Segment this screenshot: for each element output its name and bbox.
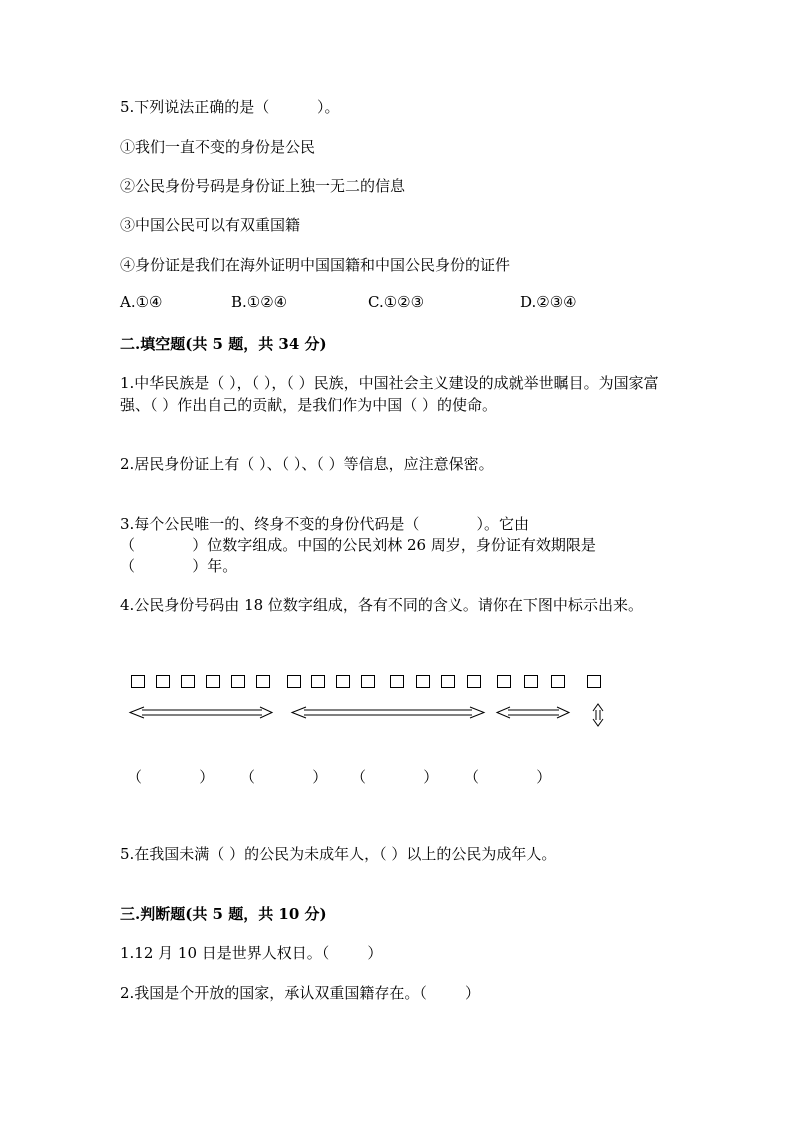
q5-item-4: ④身份证是我们在海外证明中国国籍和中国公民身份的证件 (120, 256, 511, 274)
diagram-blank-4[interactable]: （ ） (464, 768, 552, 786)
s2-q1: 1.中华民族是（ ），（ ），（ ）民族，中国社会主义建设的成就举世瞩目。为国家富强、（ ）作出自己的贡献，是我们作为中国（ ）的使命。 (120, 374, 659, 414)
option-d: D.②③④ (520, 293, 577, 311)
double-arrow-3 (497, 707, 569, 718)
q5-item-3: ③中国公民可以有双重国籍 (120, 216, 301, 234)
s2-q3-line1: 3.每个公民唯一的、终身不变的身份代码是（ ）。它由 (120, 515, 530, 533)
option-b: B.①②④ (231, 293, 288, 311)
s2-q2: 2.居民身份证上有（ ）、（ ）、（ ）等信息，应注意保密。 (120, 455, 494, 473)
section2-heading: 二.填空题(共 5 题，共 34 分) (120, 335, 327, 353)
s3-q1: 1.12 月 10 日是世界人权日。（ ） (120, 944, 383, 962)
double-arrow-1 (130, 707, 272, 718)
option-c: C.①②③ (368, 293, 425, 311)
s2-q3-line3: （ ）年。 (120, 557, 238, 575)
s2-q4: 4.公民身份号码由 18 位数字组成，各有不同的含义。请你在下图中标示出来。 (120, 596, 643, 614)
diagram-blank-3[interactable]: （ ） (351, 768, 439, 786)
s2-q3-line2: （ ）位数字组成。中国的公民刘林 26 周岁，身份证有效期限是 (120, 536, 596, 554)
s2-q5: 5.在我国未满（ ）的公民为未成年人，（ ）以上的公民为成年人。 (120, 845, 557, 863)
q5-item-1: ①我们一直不变的身份是公民 (120, 138, 316, 156)
s3-q2: 2.我国是个开放的国家，承认双重国籍存在。（ ） (120, 984, 480, 1002)
q5-item-2: ②公民身份号码是身份证上独一无二的信息 (120, 177, 406, 195)
q5-stem: 5.下列说法正确的是（ ）。 (120, 98, 340, 116)
diagram-blank-2[interactable]: （ ） (240, 768, 328, 786)
option-a: A.①④ (120, 293, 163, 311)
section3-heading: 三.判断题(共 5 题，共 10 分) (120, 905, 327, 923)
diagram-blank-1[interactable]: （ ） (127, 768, 215, 786)
double-arrow-2 (292, 707, 484, 718)
vertical-double-arrow (593, 704, 603, 726)
